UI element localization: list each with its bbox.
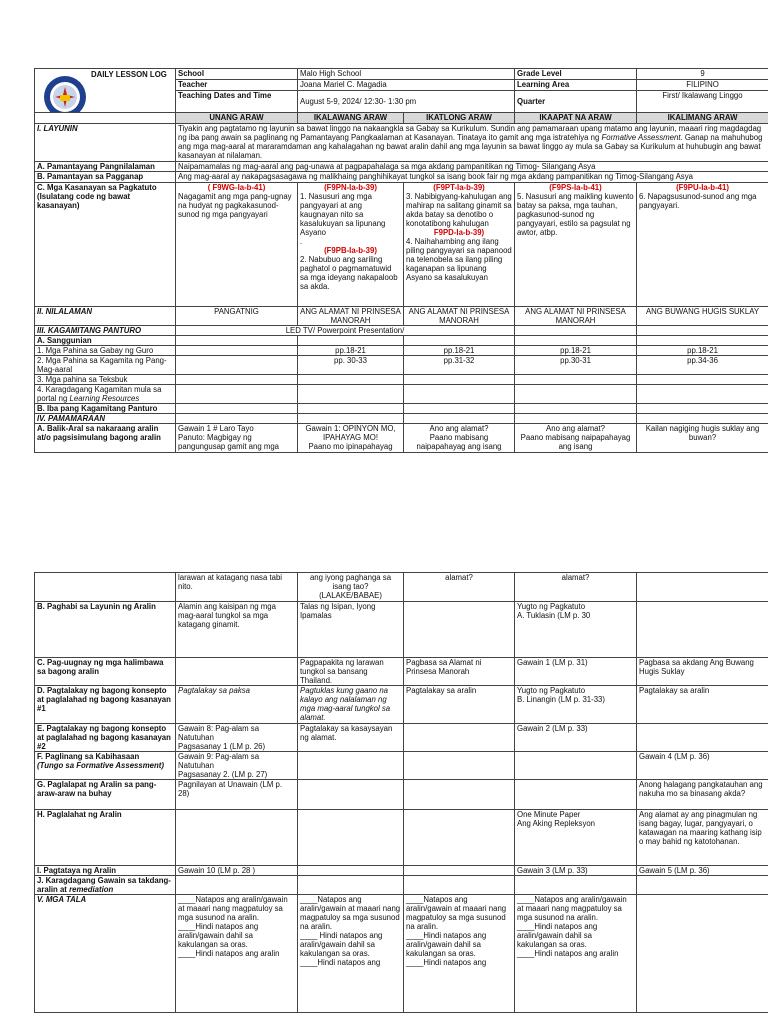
- pagtalakay-1-day4: Yugto ng Pagkatuto B. Linangin (LM p. 31-33): [515, 686, 637, 724]
- dll-table-page2: [34, 572, 768, 1013]
- paglinang-day2: [298, 752, 404, 780]
- pagtalakay-1-label: D. Pagtalakay ng bagong konsepto at paglalahad ng bagong kasanayan #1: [35, 686, 176, 724]
- pagtalakay-2-day3: [404, 724, 515, 752]
- dates-value: August 5-9, 2024/ 12:30- 1:30 pm: [298, 91, 515, 113]
- layunin-text: Tiyakin ang pagtatamo ng layunin sa bawat linggo na nakaangkla sa Gabay sa Kurikulum. Sundin ang pamamaraan upang matamo ang layunin, maaari ring magdagdag ng iba pang awain sa paglinang ng Pamantayang Pangkaalaman at Kasanayan. Tinataya ito gamit ang mga istratehiya ng Formative Assessment. Ganap na mahuhubog ang mga mag-aaral at mararamdaman ang kahalagahan ng bawat aralin dahil ang mga layunin sa bawat linggo ay mula sa Gabay sa Kurikulum at huhubugin ang bawat kasanayan at nilalaman.: [176, 124, 768, 162]
- paglalahat-day5: Ang alamat ay ang pinagmulan ng isang bagay, lugar, pangyayari, o katawagan na maaring kathang isip o may bahid ng katotohanan.: [637, 810, 768, 866]
- teksbuk-label: 3. Mga pahina sa Teksbuk: [35, 375, 176, 385]
- paglalapat-day4: [515, 780, 637, 810]
- dates-label: Teaching Dates and Time: [176, 91, 298, 113]
- pagganap-text: Ang mag-aaral ay nakapagsasagawa ng malikhaing panghihikayat tungkol sa isang book fair ng mga akdang pampanitikan ng Timog-Silangang Asya: [176, 172, 768, 183]
- paghabi-day1: Alamin ang kaisipan ng mga mag-aaral tungkol sa mga katagang ginamit.: [176, 602, 298, 658]
- mag-aaral-day2: pp. 30-33: [298, 356, 404, 375]
- kagamitan-led: LED TV/ Powerpoint Presentation/: [176, 326, 515, 336]
- paglinang-day1: Gawain 9: Pag-alam sa Natutuhan Pagsasanay 2. (LM p. 27): [176, 752, 298, 780]
- pag-uugnay-label: C. Pag-uugnay ng mga halimbawa sa bagong aralin: [35, 658, 176, 686]
- paglinang-day5: Gawain 4 (LM p. 36): [637, 752, 768, 780]
- pagtataya-day2: [298, 866, 404, 876]
- log-title: DAILY LESSON LOG: [91, 70, 167, 79]
- pagtalakay-1-day2: Pagtuklas kung gaano na kalayo ang nalalaman ng mga mag-aaral tungkol sa alamat.: [298, 686, 404, 724]
- nilalaman-day1: PANGATNIG: [176, 307, 298, 326]
- nilalaman-day3: ANG ALAMAT NI PRINSESA MANORAH: [404, 307, 515, 326]
- day-header-2: IKALAWANG ARAW: [298, 113, 404, 124]
- tala-day5: [637, 895, 768, 1013]
- teacher-value: Joana Mariel C. Magadia: [298, 80, 515, 91]
- nilalaman-day4: ANG ALAMAT NI PRINSESA MANORAH: [515, 307, 637, 326]
- pagtataya-day1: Gawain 10 (LM p. 28 ): [176, 866, 298, 876]
- paglinang-day3: [404, 752, 515, 780]
- mag-aaral-day1: [176, 356, 298, 375]
- gabay-day1: [176, 346, 298, 356]
- mag-aaral-day4: pp.30-31: [515, 356, 637, 375]
- gabay-day4: pp.18-21: [515, 346, 637, 356]
- gabay-day3: pp.18-21: [404, 346, 515, 356]
- paglinang-day4: [515, 752, 637, 780]
- paghabi-label: B. Paghabi sa Layunin ng Aralin: [35, 602, 176, 658]
- mag-aaral-day3: pp.31-32: [404, 356, 515, 375]
- pagtataya-label: I. Pagtataya ng Aralin: [35, 866, 176, 876]
- kasanayan-label: C. Mga Kasanayan sa Pagkatuto (Isulatang code ng bawat kasanayan): [35, 183, 176, 307]
- day-header-1: UNANG ARAW: [176, 113, 298, 124]
- kagamitang-mag-aaral-label: 2. Mga Pahina sa Kagamita ng Pang-Mag-aaral: [35, 356, 176, 375]
- tala-day1: ____Natapos ang aralin/gawain at maaari nang magpatuloy sa mga susunod na aralin. ____Hindi natapos ang aralin/gawain dahil sa kakulangan sa oras. ____Hindi natapos ang aralin: [176, 895, 298, 1013]
- pag-uugnay-day1: [176, 658, 298, 686]
- pag-uugnay-day5: Pagbasa sa akdang Ang Buwang Hugis Suklay: [637, 658, 768, 686]
- pag-uugnay-day3: Pagbasa sa Alamat ni Prinsesa Manorah: [404, 658, 515, 686]
- sanggunian-label: A. Sanggunian: [35, 336, 176, 346]
- gabay-label: 1. Mga Pahina sa Gabay ng Guro: [35, 346, 176, 356]
- kagamitan-label: III. KAGAMITANG PANTURO: [35, 326, 176, 336]
- grade-label: Grade Level: [515, 69, 637, 80]
- day-header-4: IKAAPAT NA ARAW: [515, 113, 637, 124]
- pagtalakay-1-day1: Pagtalakay sa paksa: [176, 686, 298, 724]
- pagtalakay-2-day5: [637, 724, 768, 752]
- paglalapat-day1: Pagnilayan at Unawain (LM p. 28): [176, 780, 298, 810]
- paghabi-day3: [404, 602, 515, 658]
- balik-aral-label: A. Balik-Aral sa nakaraang aralin at/o pagsisimulang bagong aralin: [35, 424, 176, 453]
- day-header-blank: [35, 113, 176, 124]
- karagdagang-kagamitan-label: 4. Karagdagang Kagamitan mula sa portal ng Learning Resources: [35, 385, 176, 404]
- balik-aral-day5: Kailan nagiging hugis suklay ang buwan?: [637, 424, 768, 453]
- pagtalakay-2-day4: Gawain 2 (LM p. 33): [515, 724, 637, 752]
- pagtalakay-2-label: E. Pagtalakay ng bagong konsepto at paglalahad ng bagong kasanayan #2: [35, 724, 176, 752]
- tala-day3: ____Natapos ang aralin/gawain at maaari nang magpatuloy sa mga susunod na aralin. ____Hindi natapos ang aralin/gawain dahil sa kakulangan sa oras. ____Hindi natapos ang: [404, 895, 515, 1013]
- balik-aral-day3: Ano ang alamat? Paano mabisang naipapahayag ang isang: [404, 424, 515, 453]
- paglalapat-label: G. Paglalapat ng Aralin sa pang-araw-araw na buhay: [35, 780, 176, 810]
- paghabi-day4: Yugto ng Pagkatuto A. Tuklasin (LM p. 30: [515, 602, 637, 658]
- pagtalakay-2-day2: Pagtalakay sa kasaysayan ng alamat.: [298, 724, 404, 752]
- grade-value: 9: [637, 69, 768, 80]
- paglalapat-day5: Anong halagang pangkatauhan ang nakuha mo sa binasang akda?: [637, 780, 768, 810]
- paglalahat-day4: One Minute Paper Ang Aking Repleksyon: [515, 810, 637, 866]
- pamantayang-text: Naipamamalas ng mag-aaral ang pag-unawa at pagpapahalaga sa mga akdang pampanitikan ng Timog- Silangang Asya: [176, 162, 768, 172]
- paglalahat-label: H. Paglalahat ng Aralin: [35, 810, 176, 866]
- gabay-day5: pp.18-21: [637, 346, 768, 356]
- karagdagang-gawain-label: J. Karagdagang Gawain sa takdang-aralin at remediation: [35, 876, 176, 895]
- kasanayan-day3: (F9PT-Ia-b-39) 3. Nabibigyang-kahulugan ang mahirap na salitang ginamit sa akda batay sa denotibo o konotatibong kahulugan F9PD-Ia-b-39) 4. Naihahambing ang ilang piling pangyayari sa napanood na telenobela sa ilang piling kaganapan sa lipunang Asyano sa kasalukuyan: [404, 183, 515, 307]
- pamamaraan-label: IV. PAMAMARAAN: [35, 414, 176, 424]
- area-label: Learning Area: [515, 80, 637, 91]
- pagganap-label: B. Pamantayan sa Pagganap: [35, 172, 176, 183]
- gabay-day2: pp.18-21: [298, 346, 404, 356]
- school-value: Malo High School: [298, 69, 515, 80]
- paghabi-day5: [637, 602, 768, 658]
- tala-day2: ____Natapos ang aralin/gawain at maaari nang magpatuloy sa mga susunod na aralin. ____ Hindi natapos ang aralin/gawain dahil sa kakulangan sa oras. ____Hindi natapos ang: [298, 895, 404, 1013]
- pagtataya-day4: Gawain 3 (LM p. 33): [515, 866, 637, 876]
- pagtalakay-1-day3: Pagtalakay sa aralin: [404, 686, 515, 724]
- pagtalakay-1-day5: Pagtalakay sa aralin: [637, 686, 768, 724]
- balik-aral-day1: Gawain 1 # Laro Tayo Panuto: Magbigay ng pangungusap gamit ang mga: [176, 424, 298, 453]
- day-header-5: IKALIMANG ARAW: [637, 113, 768, 124]
- paglinang-label: F. Paglinang sa Kabihasaan (Tungo sa Formative Assessment): [35, 752, 176, 780]
- mag-aaral-day5: pp.34-36: [637, 356, 768, 375]
- paglalapat-day2: [298, 780, 404, 810]
- balik-aral-cont-day1: larawan at katagang nasa tabi nito.: [176, 573, 298, 602]
- pag-uugnay-day4: Gawain 1 (LM p. 31): [515, 658, 637, 686]
- pamantayang-label: A. Pamantayang Pangnilalaman: [35, 162, 176, 172]
- paglalahat-day2: [298, 810, 404, 866]
- day-header-3: IKATLONG ARAW: [404, 113, 515, 124]
- teacher-label: Teacher: [176, 80, 298, 91]
- pagtataya-day5: Gawain 5 (LM p. 36): [637, 866, 768, 876]
- nilalaman-label: II. NILALAMAN: [35, 307, 176, 326]
- mga-tala-label: V. MGA TALA: [35, 895, 176, 1013]
- paghabi-day2: Talas ng Isipan, Iyong Ipamalas: [298, 602, 404, 658]
- paglalahat-day1: [176, 810, 298, 866]
- balik-aral-day4: Ano ang alamat? Paano mabisang naipapahayag ang isang: [515, 424, 637, 453]
- pag-uugnay-day2: Pagpapakita ng larawan tungkol sa bansang Thailand.: [298, 658, 404, 686]
- balik-aral-cont-day2: ang iyong paghanga sa isang tao? (LALAKE/BABAE): [298, 573, 404, 602]
- page-1: [34, 68, 768, 453]
- logo-cell: [35, 69, 176, 113]
- kasanayan-day5: (F9PU-Ia-b-41) 6. Napagsusunod-sunod ang mga pangyayari.: [637, 183, 768, 307]
- pagtataya-day3: [404, 866, 515, 876]
- quarter-label: Quarter: [515, 91, 637, 113]
- balik-aral-cont-day3: alamat?: [404, 573, 515, 602]
- tala-day4: ____Natapos ang aralin/gawain at maaari nang magpatuloy sa mga susunod na aralin. ____Hindi natapos ang aralin/gawain dahil sa kakulangan sa oras. ____Hindi natapos ang aralin: [515, 895, 637, 1013]
- nilalaman-day5: ANG BUWANG HUGIS SUKLAY: [637, 307, 768, 326]
- page-2: [34, 572, 768, 1013]
- kasanayan-day2: (F9PN-Ia-b-39) 1. Nasusuri ang mga pangyayari at ang kaugnayan nito sa kasalukuyan sa lipunang Asyano . (F9PB-Ia-b-39) 2. Nabubuo ang sariling paghatol o pagmamatuwid sa mga ideyang nakapaloob sa akda.: [298, 183, 404, 307]
- paglalahat-day3: [404, 810, 515, 866]
- school-label: School: [176, 69, 298, 80]
- paglalapat-day3: [404, 780, 515, 810]
- balik-aral-day2: Gawain 1: OPINYON MO, IPAHAYAG MO! Paano mo ipinapahayag: [298, 424, 404, 453]
- dll-table-page1: [34, 68, 768, 453]
- area-value: FILIPINO: [637, 80, 768, 91]
- kasanayan-day1: ( F9WG-Ia-b-41) Nagagamit ang mga pang-ugnay na hudyat ng pagkakasunod-sunod ng mga pangyayari: [176, 183, 298, 307]
- layunin-label: I. LAYUNIN: [35, 124, 176, 162]
- iba-pang-kagamitan-label: B. Iba pang Kagamitang Panturo: [35, 404, 176, 414]
- kasanayan-day4: (F9PS-Ia-b-41) 5. Nasusuri ang maikling kuwento batay sa paksa, mga tauhan, pagkasunod-sunod ng pangyayari, estilo sa pagsulat ng awtor, atbp.: [515, 183, 637, 307]
- balik-aral-cont-day4: alamat?: [515, 573, 637, 602]
- nilalaman-day2: ANG ALAMAT NI PRINSESA MANORAH: [298, 307, 404, 326]
- deped-seal-icon: [43, 75, 87, 113]
- quarter-value: First/ Ikalawang Linggo: [637, 91, 768, 113]
- pagtalakay-2-day1: Gawain 8: Pag-alam sa Natutuhan Pagsasanay 1 (LM p. 26): [176, 724, 298, 752]
